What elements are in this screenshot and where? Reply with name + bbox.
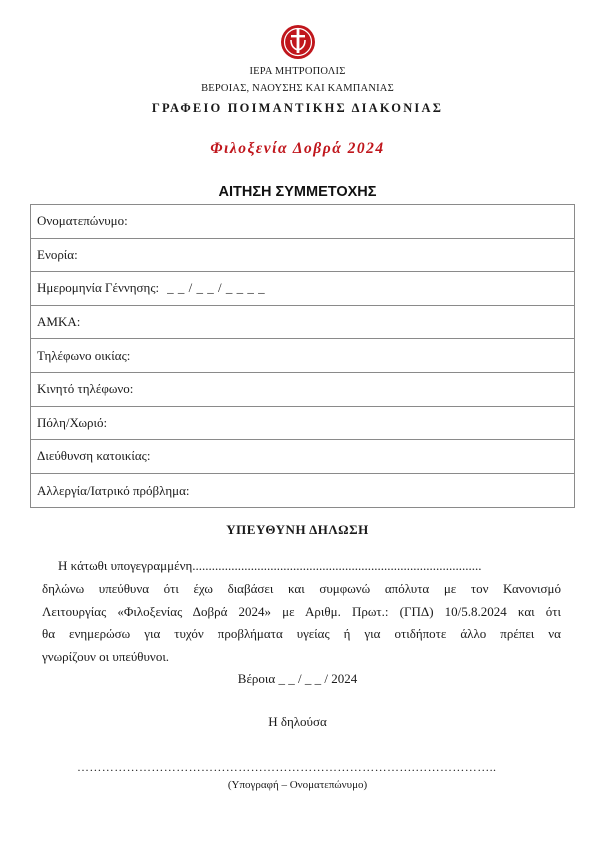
declaration-line: γνωρίζουν οι υπεύθυνοι. (42, 649, 170, 665)
field-label: Ημερομηνία Γέννησης: (37, 280, 160, 296)
field-label: Πόλη/Χωριό: (37, 414, 108, 430)
field-allergy-medical[interactable] (31, 474, 574, 508)
field-parish[interactable] (31, 239, 574, 273)
field-label: Ονοματεπώνυμο: (37, 213, 128, 229)
field-label: Αλλεργία/Ιατρικό πρόβλημα: (37, 482, 190, 498)
declarer-label: Η δηλούσα (268, 714, 327, 729)
field-label: ΑΜΚΑ: (37, 314, 81, 330)
field-label: Διεύθυνση κατοικίας: (37, 448, 151, 464)
application-form-table (30, 204, 575, 508)
event-title: Φιλοξενία Δοβρά 2024 (210, 140, 385, 157)
metropolis-seal-logo (280, 24, 316, 60)
metropolis-region: ΒΕΡΟΙΑΣ, ΝΑΟΥΣΗΣ ΚΑΙ ΚΑΜΠΑΝΙΑΣ (201, 83, 394, 94)
field-mobile-phone[interactable] (31, 373, 574, 407)
birth-date-blank: _ _ / _ _ / _ _ _ _ (167, 280, 266, 296)
declaration-line: Η κάτωθι υπογεγραμμένη......................................................................................... (58, 558, 482, 573)
field-address[interactable] (31, 440, 574, 474)
field-label: Τηλέφωνο οικίας: (37, 347, 131, 363)
declaration-paragraph (42, 555, 561, 669)
declaration-line: Λειτουργίας «Φιλοξενίας Δοβρά 2024» με Αριθμ. Πρωτ.: (ΓΠΔ) 10/5.8.2024 και ότι (42, 603, 561, 619)
field-amka[interactable] (31, 306, 574, 340)
field-city-village[interactable] (31, 407, 574, 441)
office-name: ΓΡΑΦΕΙΟ ΠΟΙΜΑΝΤΙΚΗΣ ΔΙΑΚΟΝΙΑΣ (151, 101, 444, 115)
field-label: Ενορία: (37, 246, 78, 262)
field-label: Κινητό τηλέφωνο: (37, 381, 134, 397)
metropolis-name: ΙΕΡΑ ΜΗΤΡΟΠΟΛΙΣ (249, 66, 346, 77)
field-birth-date[interactable] (31, 272, 574, 306)
form-title: ΑΙΤΗΣΗ ΣΥΜΜΕΤΟΧΗΣ (218, 184, 377, 200)
field-full-name[interactable] (31, 205, 574, 239)
declaration-title: ΥΠΕΥΘΥΝΗ ΔΗΛΩΣΗ (226, 522, 369, 537)
declaration-line: δηλώνω υπεύθυνα ότι έχω διαβάσει και συμφωνώ απόλυτα με τον Κανονισμό (42, 580, 561, 596)
declaration-date: Βέροια _ _ / _ _ / 2024 (237, 671, 358, 686)
declaration-line: θα ενημερώσω για τυχόν προβλήματα υγείας ή για οτιδήποτε άλλο πρέπει να (42, 626, 561, 642)
field-home-phone[interactable] (31, 339, 574, 373)
signature-caption: (Υπογραφή – Ονοματεπώνυμο) (227, 779, 368, 791)
signature-line[interactable]: ……………………………………………………………………….……………….. (77, 760, 497, 774)
